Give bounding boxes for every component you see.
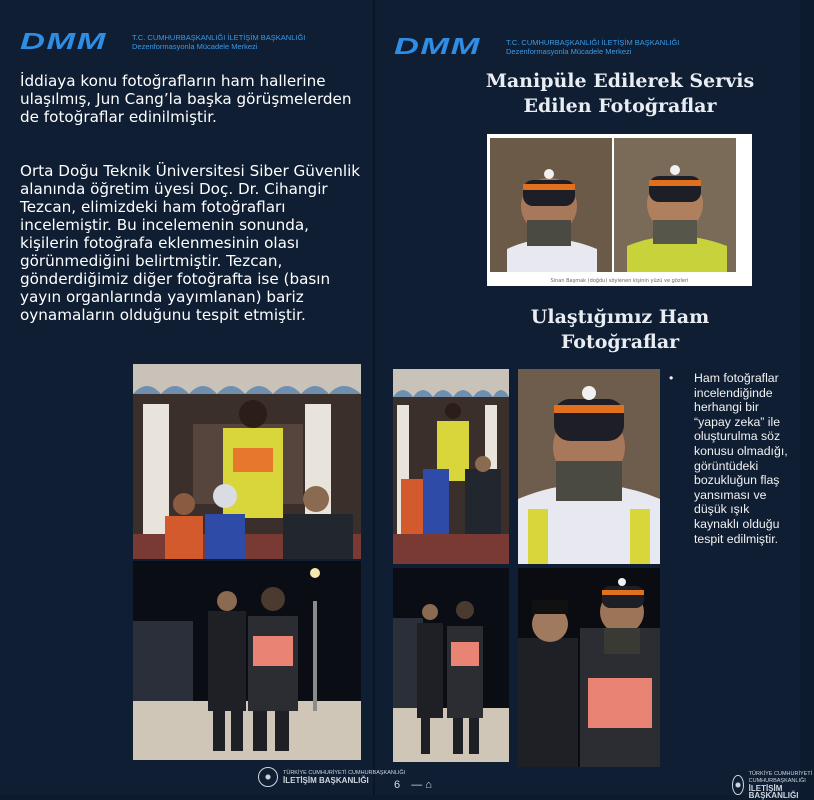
dmm-logo-right [394, 33, 679, 60]
raw-photo-closeup-face [518, 369, 660, 564]
dmm-logo-mark: DMM [20, 28, 107, 54]
iletisim-logo-right: TÜRKİYE CUMHURİYETİ CUMHURBAŞKANLIĞI İLETİŞİM BAŞKANLIĞI [732, 771, 814, 799]
seal-icon [732, 775, 744, 795]
page-nav-icons[interactable]: — ⌂ [411, 779, 432, 791]
raw-photo-pair-night-closeup [518, 568, 660, 767]
dmm-logo-subtitle: T.C. CUMHURBAŞKANLIĞI İLETİŞİM BAŞKANLIĞI Dezenformasyonla Mücadele Merkezi [132, 32, 306, 51]
dmm-logo-mark: DMM [394, 33, 481, 59]
heading-manipulated-photos: Manipüle Edilerek Servis Edilen Fotoğraflar [485, 70, 755, 117]
seal-icon [258, 767, 278, 787]
manipulated-photo-caption: Sinan Başmak (doğdu) söylenen kişinin yüzü ve gözleri [550, 278, 689, 284]
bullet-marker: • [669, 371, 674, 385]
raw-photo-group-indoor-small [393, 369, 509, 564]
heading-raw-photos: Ulaştığımız Ham Fotoğraflar [530, 306, 710, 353]
dmm-logo-left [20, 28, 305, 55]
paragraph-raw-photos: İddiaya konu fotoğrafların ham hallerine ulaşılmış, Jun Cang’la başka görüşmelerden de fotoğraflar edinilmiştir. [20, 72, 352, 126]
iletisim-logo-left: TÜRKİYE CUMHURİYETİ CUMHURBAŞKANLIĞI İLETİŞİM BAŞKANLIĞI [258, 767, 405, 787]
raw-photo-group-indoor [133, 364, 361, 559]
page-number: 6 [394, 779, 401, 791]
page-indicator[interactable] [394, 779, 432, 791]
dmm-logo-subtitle: T.C. CUMHURBAŞKANLIĞI İLETİŞİM BAŞKANLIĞI Dezenformasyonla Mücadele Merkezi [506, 37, 680, 56]
bullet-text: Ham fotoğraflar incelendiğinde herhangi bir “yapay zeka” ile oluşturulma söz konusu olmadığı, görüntüdeki bozukluğun flaş yansıması ve düşük ışık kaynaklı olduğu tespit edilmiştir. [694, 371, 788, 546]
paragraph-expert-review: Orta Doğu Teknik Üniversitesi Siber Güvenlik alanında öğretim üyesi Doç. Dr. Cihangir Tezcan, elimizdeki ham fotoğrafları incelemiştir. Bu incelemenin sonunda, kişilerin fotoğrafa eklenmesinin olası görünmediğini belirtmiştir. Tezcan, gönderdiğimiz diğer fotoğrafta ise (basın yayın organlarında yayımlanan) bariz oynamaların olduğunu tespit etmiştir. [20, 162, 361, 324]
raw-photo-pair-night-left [133, 561, 361, 760]
raw-photo-pair-night-small [393, 568, 509, 762]
manipulated-photos-comparison [487, 134, 752, 286]
slide-divider [373, 0, 375, 795]
